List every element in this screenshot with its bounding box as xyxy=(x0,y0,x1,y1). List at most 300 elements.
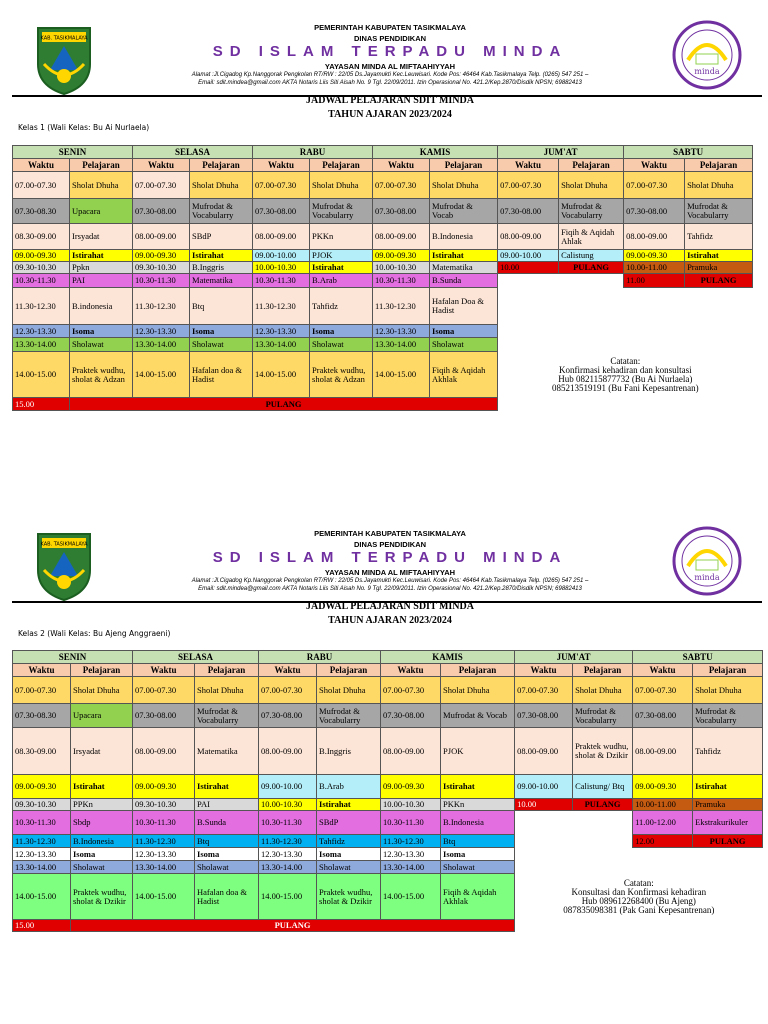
waktu-cell: 12.30-13.30 xyxy=(373,325,430,338)
pelajaran-cell: Sholawat xyxy=(430,338,498,352)
waktu-header: Waktu xyxy=(373,159,430,172)
waktu-cell: 09.00-09.30 xyxy=(13,250,70,262)
table-row xyxy=(13,811,763,835)
pelajaran-cell: Istirahat xyxy=(190,250,253,262)
waktu-cell: 14.00-15.00 xyxy=(259,874,317,920)
pelajaran-header: Pelajaran xyxy=(195,664,259,677)
pelajaran-cell: B.Sunda xyxy=(430,274,498,288)
pelajaran-cell: Pramuka xyxy=(685,262,753,274)
waktu-cell: 07.30-08.00 xyxy=(259,704,317,728)
waktu-cell: 08.00-09.00 xyxy=(133,728,195,775)
dinas-text: DINAS PENDIDIKAN xyxy=(353,34,427,43)
table-row xyxy=(13,728,763,775)
table-row xyxy=(13,288,753,325)
pelajaran-cell: Mufrodat & Vocabularry xyxy=(693,704,763,728)
pelajaran-cell: Fiqih & Aqidah Akhlak xyxy=(441,874,515,920)
table-row xyxy=(13,848,763,861)
waktu-header: Waktu xyxy=(381,664,441,677)
pelajaran-cell: PKKn xyxy=(441,799,515,811)
pelajaran-header: Pelajaran xyxy=(693,664,763,677)
pelajaran-cell: Istirahat xyxy=(71,775,133,799)
table-row xyxy=(13,172,753,199)
waktu-cell: 09.00-10.00 xyxy=(259,775,317,799)
pelajaran-cell: Isoma xyxy=(310,325,373,338)
pelajaran-cell: Mufrodat & Vocabularry xyxy=(317,704,381,728)
jumat-pulang-waktu: 10.00 xyxy=(515,799,573,811)
catatan-note xyxy=(498,352,753,398)
waktu-header: Waktu xyxy=(253,159,310,172)
pelajaran-header: Pelajaran xyxy=(70,159,133,172)
pelajaran-cell: PKKn xyxy=(310,224,373,250)
waktu-cell: 08.00-09.00 xyxy=(373,224,430,250)
sabtu-pulang-waktu: 11.00 xyxy=(624,274,685,288)
empty-cell xyxy=(498,325,753,338)
waktu-cell: 07.00-07.30 xyxy=(515,677,573,704)
pelajaran-cell: Btq xyxy=(441,835,515,848)
waktu-cell: 07.30-08.00 xyxy=(133,704,195,728)
waktu-cell: 07.00-07.30 xyxy=(133,172,190,199)
waktu-cell: 08.00-09.00 xyxy=(259,728,317,775)
waktu-cell: 08.30-09.00 xyxy=(13,224,70,250)
pelajaran-cell: Praktek wudhu, sholat & Dzikir xyxy=(71,874,133,920)
table-row xyxy=(13,799,763,811)
pelajaran-cell: Irsyadat xyxy=(71,728,133,775)
pelajaran-cell: Sholat Dhuha xyxy=(441,677,515,704)
pelajaran-cell: Matematika xyxy=(430,262,498,274)
day-header: RABU xyxy=(259,651,381,664)
waktu-cell: 13.30-14.00 xyxy=(13,861,71,874)
sabtu-pulang-label: PULANG xyxy=(685,274,753,288)
pelajaran-cell: Tahfidz xyxy=(310,288,373,325)
pelajaran-cell: Ekstrakurikuler xyxy=(693,811,763,835)
waktu-header: Waktu xyxy=(13,159,70,172)
waktu-header: Waktu xyxy=(515,664,573,677)
pelajaran-header: Pelajaran xyxy=(559,159,624,172)
waktu-cell: 09.00-09.30 xyxy=(13,775,71,799)
waktu-cell: 08.00-09.00 xyxy=(381,728,441,775)
pelajaran-cell: SBdP xyxy=(317,811,381,835)
class-label: Kelas 1 (Wali Kelas: Bu Ai Nurlaela) xyxy=(18,123,150,132)
waktu-cell: 09.00-09.30 xyxy=(133,775,195,799)
pelajaran-cell: Fiqih & Aqidah Ahlak xyxy=(559,224,624,250)
waktu-cell: 08.00-09.00 xyxy=(253,224,310,250)
waktu-cell: 09.00-09.30 xyxy=(381,775,441,799)
school-logo xyxy=(672,526,742,596)
pelajaran-cell: Mufrodat & Vocabularry xyxy=(685,199,753,224)
waktu-cell: 12.30-13.30 xyxy=(253,325,310,338)
table-row xyxy=(13,775,763,799)
pelajaran-cell: Istirahat xyxy=(195,775,259,799)
address-line-1: Alamat :Jl.Cigadog Kp.Nanggorak Pengkolan RT/RW : 22/05 Ds.Jayamukti Kec.Leuwisari. Kode Pos: 46464 Kab.Tasikmalaya Telp. (0265) 547 251 – xyxy=(191,578,589,584)
waktu-cell: 07.00-07.30 xyxy=(13,172,70,199)
pelajaran-cell: Matematika xyxy=(195,728,259,775)
waktu-cell: 13.30-14.00 xyxy=(373,338,430,352)
pelajaran-cell: B.Inggris xyxy=(190,262,253,274)
empty-cell xyxy=(515,811,633,835)
waktu-cell: 07.00-07.30 xyxy=(624,172,685,199)
waktu-cell: 13.30-14.00 xyxy=(381,861,441,874)
pulang-row xyxy=(13,920,763,932)
waktu-cell: 09.30-10.30 xyxy=(133,262,190,274)
table-row xyxy=(13,874,763,920)
table-row xyxy=(13,274,753,288)
pelajaran-cell: PAI xyxy=(195,799,259,811)
pelajaran-header: Pelajaran xyxy=(310,159,373,172)
pelajaran-cell: Sholat Dhuha xyxy=(430,172,498,199)
empty-cell xyxy=(515,848,763,861)
address-text xyxy=(120,578,660,593)
waktu-cell: 09.00-09.30 xyxy=(133,250,190,262)
empty-cell xyxy=(498,398,753,411)
catatan-line: 087835098381 (Pak Gani Kepesantrenan) xyxy=(563,904,715,915)
pelajaran-cell: Calistung/ Btq xyxy=(573,775,633,799)
pelajaran-cell: Istirahat xyxy=(693,775,763,799)
catatan-line: Hub 082115877732 (Bu Ai Nurlaela) xyxy=(558,373,693,384)
waktu-header: Waktu xyxy=(624,159,685,172)
waktu-cell: 07.00-07.30 xyxy=(498,172,559,199)
pelajaran-header: Pelajaran xyxy=(573,664,633,677)
waktu-header: Waktu xyxy=(133,159,190,172)
pelajaran-cell: Istirahat xyxy=(310,262,373,274)
waktu-cell: 13.30-14.00 xyxy=(133,338,190,352)
waktu-cell: 12.30-13.30 xyxy=(259,848,317,861)
day-header: SENIN xyxy=(13,651,133,664)
doc-title: JADWAL PELAJARAN SDIT MINDA xyxy=(306,95,474,106)
schedule-section-kelas1 xyxy=(0,20,768,409)
pelajaran-cell: B.Indonesia xyxy=(430,224,498,250)
pulang-label: PULANG xyxy=(71,920,515,932)
pelajaran-cell: Mufrodat & Vocabularry xyxy=(573,704,633,728)
pelajaran-cell: Upacara xyxy=(70,199,133,224)
pelajaran-cell: Mufrodat & Vocabularry xyxy=(195,704,259,728)
waktu-cell: 10.00-11.00 xyxy=(624,262,685,274)
school-name: SD ISLAM TERPADU MINDA xyxy=(212,43,568,60)
kab-logo-text: KAB. TASIKMALAYA xyxy=(40,35,88,42)
waktu-cell: 14.00-15.00 xyxy=(13,352,70,398)
schedule-table-kelas1 xyxy=(12,145,753,411)
pelajaran-cell: Upacara xyxy=(71,704,133,728)
pelajaran-cell: Tahfidz xyxy=(693,728,763,775)
waktu-cell: 14.00-15.00 xyxy=(133,352,190,398)
empty-cell xyxy=(498,288,753,325)
waktu-cell: 10.00-11.00 xyxy=(633,799,693,811)
waktu-cell: 07.30-08.00 xyxy=(498,199,559,224)
waktu-cell: 13.30-14.00 xyxy=(253,338,310,352)
waktu-cell: 09.00-10.00 xyxy=(515,775,573,799)
address-line-2: Email: sdit.mindea@gmail.com AKTA Notaris Liis Siti Aisah No. 9 Tgl. 22/09/2011. Izin Operasional No. 421.2/Kep.2870/Disdik NPSN; 69882413 xyxy=(198,79,582,86)
waktu-cell: 07.30-08.30 xyxy=(13,704,71,728)
day-header: RABU xyxy=(253,146,373,159)
pelajaran-cell: Praktek wudhu, sholat & Adzan xyxy=(70,352,133,398)
pelajaran-cell: B.Arab xyxy=(310,274,373,288)
waktu-cell: 08.30-09.00 xyxy=(13,728,71,775)
table-row xyxy=(13,352,753,398)
waktu-cell: 14.00-15.00 xyxy=(381,874,441,920)
pelajaran-cell: Istirahat xyxy=(317,799,381,811)
waktu-cell: 14.00-15.00 xyxy=(13,874,71,920)
waktu-cell: 12.30-13.30 xyxy=(133,325,190,338)
pelajaran-cell: Calistung xyxy=(559,250,624,262)
pelajaran-cell: Tahfidz xyxy=(317,835,381,848)
pelajaran-cell: Sholat Dhuha xyxy=(559,172,624,199)
waktu-cell: 10.30-11.30 xyxy=(373,274,430,288)
pelajaran-cell: PAI xyxy=(70,274,133,288)
waktu-cell: 07.00-07.30 xyxy=(381,677,441,704)
column-header-row xyxy=(13,664,763,677)
pelajaran-cell: Sholat Dhuha xyxy=(317,677,381,704)
catatan-line: Catatan: xyxy=(623,877,654,888)
waktu-cell: 14.00-15.00 xyxy=(133,874,195,920)
pelajaran-cell: Sholawat xyxy=(441,861,515,874)
waktu-cell: 08.00-09.00 xyxy=(624,224,685,250)
pelajaran-cell: Praktek wudhu, sholat & Adzan xyxy=(310,352,373,398)
jumat-pulang-label: PULANG xyxy=(573,799,633,811)
waktu-header: Waktu xyxy=(13,664,71,677)
waktu-header: Waktu xyxy=(633,664,693,677)
waktu-cell: 09.30-10.30 xyxy=(13,799,71,811)
waktu-cell: 11.30-12.30 xyxy=(373,288,430,325)
day-header: SABTU xyxy=(633,651,763,664)
waktu-cell: 07.00-07.30 xyxy=(133,677,195,704)
schedule-table-kelas2 xyxy=(12,650,763,932)
waktu-cell: 10.00-10.30 xyxy=(373,262,430,274)
empty-cell xyxy=(498,338,753,352)
pelajaran-cell: Sbdp xyxy=(71,811,133,835)
waktu-cell: 09.30-10.30 xyxy=(133,799,195,811)
pelajaran-cell: Irsyadat xyxy=(70,224,133,250)
pelajaran-cell: Isoma xyxy=(70,325,133,338)
waktu-cell: 12.30-13.30 xyxy=(133,848,195,861)
pelajaran-cell: Istirahat xyxy=(430,250,498,262)
pelajaran-header: Pelajaran xyxy=(430,159,498,172)
pelajaran-cell: Sholawat xyxy=(310,338,373,352)
table-row xyxy=(13,224,753,250)
waktu-cell: 07.30-08.00 xyxy=(133,199,190,224)
waktu-cell: 08.00-09.00 xyxy=(133,224,190,250)
pelajaran-cell: Sholat Dhuha xyxy=(195,677,259,704)
pulang-waktu: 15.00 xyxy=(13,398,70,411)
table-row xyxy=(13,199,753,224)
address-line-1: Alamat :Jl.Cigadog Kp.Nanggorak Pengkolan RT/RW : 22/05 Ds.Jayamukti Kec.Leuwisari. Kode Pos: 46464 Kab.Tasikmalaya Telp. (0265) 547 251 – xyxy=(191,72,589,78)
waktu-cell: 10.30-11.30 xyxy=(133,274,190,288)
waktu-cell: 07.30-08.00 xyxy=(624,199,685,224)
waktu-cell: 13.30-14.00 xyxy=(133,861,195,874)
waktu-cell: 11.30-12.30 xyxy=(259,835,317,848)
day-header: JUM'AT xyxy=(515,651,633,664)
waktu-cell: 10.00-10.30 xyxy=(381,799,441,811)
pelajaran-cell: B.indonesia xyxy=(70,288,133,325)
pelajaran-cell: B.Arab xyxy=(317,775,381,799)
pelajaran-cell: Isoma xyxy=(317,848,381,861)
waktu-cell: 07.30-08.30 xyxy=(13,199,70,224)
catatan-line: Konsultasi dan Konfirmasi kehadiran xyxy=(571,886,707,897)
waktu-header: Waktu xyxy=(133,664,195,677)
catatan-line: Hub 089612268400 (Bu Ajeng) xyxy=(581,895,696,906)
pelajaran-cell: Tahfidz xyxy=(685,224,753,250)
empty-cell xyxy=(515,861,763,874)
pelajaran-cell: Hafalan Doa & Hadist xyxy=(430,288,498,325)
day-header: JUM'AT xyxy=(498,146,624,159)
pelajaran-cell: Sholat Dhuha xyxy=(190,172,253,199)
dinas-text: DINAS PENDIDIKAN xyxy=(353,540,427,549)
day-header: KAMIS xyxy=(381,651,515,664)
waktu-cell: 11.30-12.30 xyxy=(13,288,70,325)
kab-logo-text: KAB. TASIKMALAYA xyxy=(40,541,88,548)
sabtu-pulang-waktu: 12.00 xyxy=(633,835,693,848)
pelajaran-cell: B.Indonesia xyxy=(71,835,133,848)
pelajaran-cell: Praktek wudhu, sholat & Dzikir xyxy=(317,874,381,920)
waktu-cell: 07.30-08.00 xyxy=(381,704,441,728)
pelajaran-cell: Mufrodat & Vocabularry xyxy=(190,199,253,224)
pulang-label: PULANG xyxy=(70,398,498,411)
doc-year: TAHUN AJARAN 2023/2024 xyxy=(328,615,452,626)
letterhead xyxy=(0,20,768,96)
waktu-cell: 09.00-09.30 xyxy=(633,775,693,799)
waktu-cell: 07.30-08.00 xyxy=(515,704,573,728)
pelajaran-header: Pelajaran xyxy=(441,664,515,677)
waktu-cell: 10.30-11.30 xyxy=(13,274,70,288)
waktu-cell: 13.30-14.00 xyxy=(259,861,317,874)
pelajaran-cell: Sholat Dhuha xyxy=(693,677,763,704)
day-header-row xyxy=(13,146,753,159)
pelajaran-cell: PJOK xyxy=(441,728,515,775)
pelajaran-cell: Mufrodat & Vocab xyxy=(430,199,498,224)
waktu-cell: 07.00-07.30 xyxy=(13,677,71,704)
table-row xyxy=(13,338,753,352)
waktu-cell: 09.00-09.30 xyxy=(624,250,685,262)
waktu-cell: 09.00-10.00 xyxy=(498,250,559,262)
catatan-line: Konfirmasi kehadiran dan konsultasi xyxy=(558,364,692,375)
address-line-2: Email: sdit.mindea@gmail.com AKTA Notaris Liis Siti Aisah No. 9 Tgl. 22/09/2011. Izin Operasional No. 421.2/Kep.2870/Disdik NPSN; 69882413 xyxy=(198,585,582,592)
pelajaran-cell: B.Sunda xyxy=(195,811,259,835)
pelajaran-cell: Sholawat xyxy=(70,338,133,352)
catatan-line: 085213519191 (Bu Fani Kepesantrenan) xyxy=(551,382,699,393)
school-logo xyxy=(672,20,742,90)
waktu-cell: 07.00-07.30 xyxy=(259,677,317,704)
pelajaran-cell: B.Inggris xyxy=(317,728,381,775)
pemkab-text: PEMERINTAH KABUPATEN TASIKMALAYA xyxy=(314,529,466,538)
waktu-cell: 11.00-12.00 xyxy=(633,811,693,835)
waktu-cell: 14.00-15.00 xyxy=(253,352,310,398)
pelajaran-cell: Hafalan doa & Hadist xyxy=(195,874,259,920)
pelajaran-cell: Sholat Dhuha xyxy=(70,172,133,199)
school-name: SD ISLAM TERPADU MINDA xyxy=(212,549,568,566)
pelajaran-cell: Istirahat xyxy=(70,250,133,262)
table-row xyxy=(13,835,763,848)
waktu-cell: 07.00-07.30 xyxy=(633,677,693,704)
pelajaran-cell: Sholat Dhuha xyxy=(71,677,133,704)
waktu-cell: 11.30-12.30 xyxy=(253,288,310,325)
waktu-cell: 10.30-11.30 xyxy=(259,811,317,835)
doc-year: TAHUN AJARAN 2023/2024 xyxy=(328,109,452,120)
schedule-section-kelas2 xyxy=(0,526,768,930)
waktu-cell: 08.00-09.00 xyxy=(498,224,559,250)
pelajaran-cell: Fiqih & Aqidah Akhlak xyxy=(430,352,498,398)
waktu-cell: 10.00-10.30 xyxy=(259,799,317,811)
waktu-cell: 08.00-09.00 xyxy=(515,728,573,775)
pelajaran-cell: Isoma xyxy=(430,325,498,338)
pelajaran-cell: Istirahat xyxy=(685,250,753,262)
waktu-cell: 10.00-10.30 xyxy=(253,262,310,274)
day-header: SABTU xyxy=(624,146,753,159)
waktu-cell: 07.30-08.00 xyxy=(373,199,430,224)
waktu-cell: 09.00-10.00 xyxy=(253,250,310,262)
waktu-cell: 11.30-12.30 xyxy=(13,835,71,848)
day-header: SENIN xyxy=(13,146,133,159)
pelajaran-cell: SBdP xyxy=(190,224,253,250)
pelajaran-cell: Btq xyxy=(195,835,259,848)
school-logo-text: minda xyxy=(694,573,720,582)
day-header: SELASA xyxy=(133,651,259,664)
day-header-row xyxy=(13,651,763,664)
waktu-cell: 12.30-13.30 xyxy=(381,848,441,861)
pelajaran-cell: Matematika xyxy=(190,274,253,288)
table-row xyxy=(13,704,763,728)
pelajaran-header: Pelajaran xyxy=(685,159,753,172)
kabupaten-tasikmalaya-logo xyxy=(34,24,94,96)
waktu-cell: 11.30-12.30 xyxy=(133,288,190,325)
pelajaran-cell: Sholawat xyxy=(317,861,381,874)
kabupaten-tasikmalaya-logo xyxy=(34,530,94,602)
pelajaran-cell: Isoma xyxy=(441,848,515,861)
waktu-cell: 14.00-15.00 xyxy=(373,352,430,398)
day-header: KAMIS xyxy=(373,146,498,159)
sabtu-pulang-label: PULANG xyxy=(693,835,763,848)
pelajaran-cell: Isoma xyxy=(190,325,253,338)
letterhead xyxy=(0,526,768,602)
empty-cell xyxy=(498,274,624,288)
pelajaran-cell: Sholat Dhuha xyxy=(685,172,753,199)
address-text xyxy=(120,72,660,87)
table-row xyxy=(13,250,753,262)
pelajaran-header: Pelajaran xyxy=(71,664,133,677)
pelajaran-cell: Praktek wudhu, sholat & Dzikir xyxy=(573,728,633,775)
empty-cell xyxy=(515,920,763,932)
waktu-cell: 10.30-11.30 xyxy=(13,811,71,835)
pelajaran-header: Pelajaran xyxy=(317,664,381,677)
waktu-cell: 12.30-13.30 xyxy=(13,325,70,338)
pelajaran-cell: Isoma xyxy=(71,848,133,861)
pelajaran-cell: Sholawat xyxy=(190,338,253,352)
pelajaran-cell: Istirahat xyxy=(441,775,515,799)
pemkab-text: PEMERINTAH KABUPATEN TASIKMALAYA xyxy=(314,23,466,32)
catatan-note xyxy=(515,874,763,920)
day-header: SELASA xyxy=(133,146,253,159)
table-row xyxy=(13,262,753,274)
pelajaran-cell: Btq xyxy=(190,288,253,325)
waktu-cell: 08.00-09.00 xyxy=(633,728,693,775)
waktu-cell: 11.30-12.30 xyxy=(133,835,195,848)
waktu-cell: 10.30-11.30 xyxy=(253,274,310,288)
pelajaran-cell: Sholawat xyxy=(71,861,133,874)
yayasan-text: YAYASAN MINDA AL MIFTAAHIYYAH xyxy=(324,568,456,577)
table-row xyxy=(13,325,753,338)
pelajaran-cell: Isoma xyxy=(195,848,259,861)
pelajaran-cell: Hafalan doa & Hadist xyxy=(190,352,253,398)
waktu-cell: 07.30-08.00 xyxy=(633,704,693,728)
catatan-line: Catatan: xyxy=(610,355,641,366)
jumat-pulang-label: PULANG xyxy=(559,262,624,274)
pulang-waktu: 15.00 xyxy=(13,920,71,932)
pelajaran-cell: Sholat Dhuha xyxy=(573,677,633,704)
waktu-header: Waktu xyxy=(259,664,317,677)
waktu-cell: 10.30-11.30 xyxy=(133,811,195,835)
waktu-cell: 12.30-13.30 xyxy=(13,848,71,861)
waktu-cell: 11.30-12.30 xyxy=(381,835,441,848)
waktu-cell: 13.30-14.00 xyxy=(13,338,70,352)
column-header-row xyxy=(13,159,753,172)
pelajaran-cell: Mufrodat & Vocab xyxy=(441,704,515,728)
